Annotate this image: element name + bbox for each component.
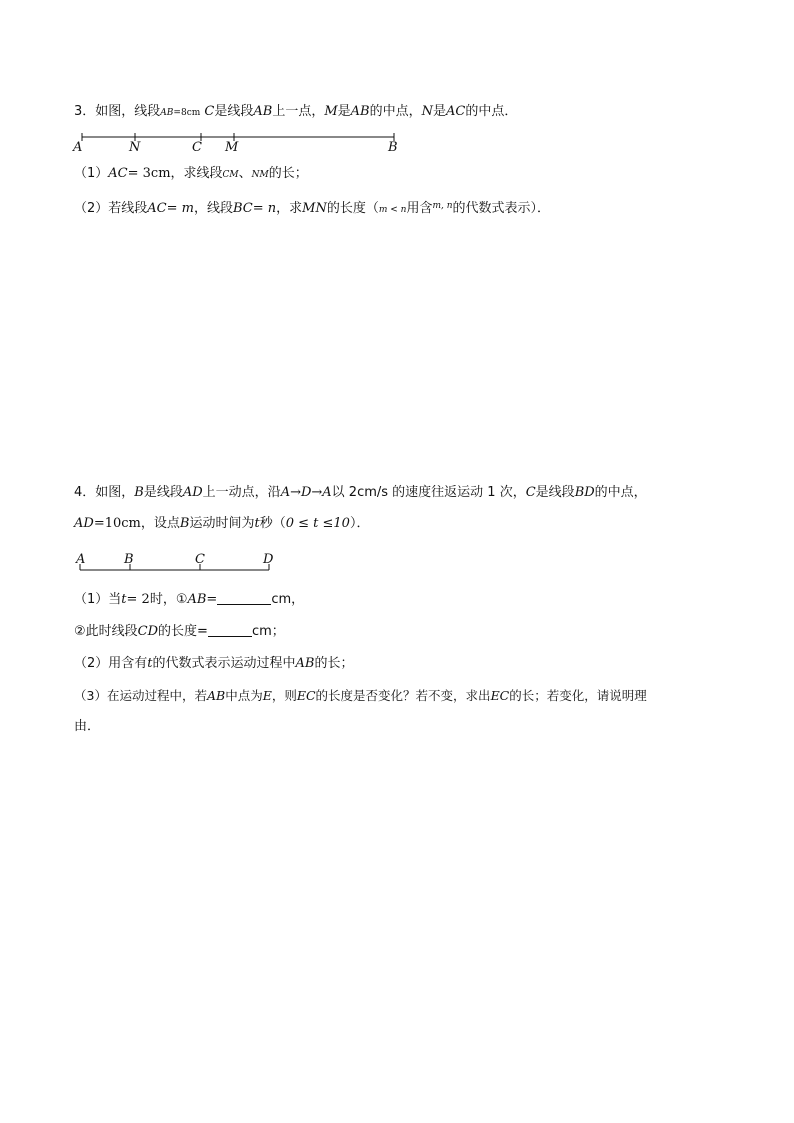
q4-text: （1）当 <box>74 592 122 607</box>
q4-math: t <box>147 656 153 671</box>
q3-math: M <box>324 104 338 119</box>
q3-math: =8cm <box>173 108 201 118</box>
q3-math: MN <box>302 201 327 216</box>
point-label-b: B <box>124 552 134 567</box>
q4-text: 的长；若变化，请说明理 <box>509 688 647 703</box>
q3-math: AC <box>147 201 167 216</box>
q3-text: 用含 <box>406 201 433 216</box>
q4-math: B <box>179 516 190 531</box>
q3-math: AB <box>253 104 273 119</box>
q3-text: 的长； <box>268 166 308 181</box>
answer-blank[interactable] <box>208 624 252 637</box>
q4-text: 是线段 <box>535 485 575 500</box>
q3-math: AB <box>160 108 174 118</box>
q4-math: AB <box>187 592 207 607</box>
q3-math: N <box>421 104 434 119</box>
q3-text: 的代数式表示）． <box>452 201 551 216</box>
q3-text: 的中点． <box>465 104 518 119</box>
q4-part1b <box>74 624 285 640</box>
q3-part1 <box>74 166 308 183</box>
q4-math: AB <box>206 688 226 703</box>
q3-number: 3． <box>74 104 96 119</box>
q3-math: C <box>204 104 215 119</box>
q4-text: 中点为 <box>225 688 263 703</box>
q4-text: 是线段 <box>143 485 183 500</box>
q3-text: 的中点， <box>369 104 422 119</box>
q4-math: A→D→A <box>280 485 332 500</box>
q3-math: = 3cm <box>127 166 171 181</box>
q4-math: BD <box>574 485 595 500</box>
answer-blank[interactable] <box>217 592 271 605</box>
point-label-m: M <box>225 140 239 154</box>
q4-math: B <box>134 485 144 500</box>
q3-math: BC <box>233 201 253 216</box>
point-label-b: B <box>388 140 398 154</box>
point-label-d: D <box>263 552 274 567</box>
q4-text: ，设点 <box>140 516 180 531</box>
q4-text: cm； <box>251 624 285 639</box>
q4-text: 以 2cm/s 的速度往返运动 1 次， <box>331 485 526 500</box>
q3-stem <box>74 104 517 121</box>
q4-math: C <box>525 485 536 500</box>
q4-text: 时，① <box>149 592 188 607</box>
q3-math: = m <box>166 201 194 216</box>
q4-number: 4．如图， <box>74 485 135 500</box>
q4-text: （2）用含有 <box>74 656 148 671</box>
q3-text: ，线段 <box>193 201 233 216</box>
q4-math: CD <box>137 624 159 639</box>
q3-segment-figure <box>70 128 410 158</box>
q4-text: 运动时间为 <box>189 516 255 531</box>
q4-text: ，则 <box>271 688 297 703</box>
q4-text: 的中点， <box>594 485 647 500</box>
q4-text: 的长度= <box>158 624 208 639</box>
q4-part2 <box>74 656 354 672</box>
q3-math: NM <box>251 170 269 180</box>
q4-stem-line1 <box>74 485 647 501</box>
q4-text: 的长； <box>314 656 354 671</box>
point-label-a: A <box>76 552 86 567</box>
q4-segment-figure <box>70 549 290 581</box>
q4-math: EC <box>490 688 510 703</box>
q3-text: ，求 <box>276 201 303 216</box>
q4-text: 的长度是否变化？若不变，求出 <box>315 688 491 703</box>
q4-text: 秒（ <box>259 516 286 531</box>
q4-math: t <box>121 592 127 607</box>
q3-text: 是线段 <box>214 104 254 119</box>
point-label-a: A <box>73 140 83 154</box>
q4-math: EC <box>296 688 316 703</box>
q4-part3-cont: 由． <box>74 719 101 734</box>
q4-math: = <box>206 592 218 607</box>
q4-text: cm， <box>271 592 305 607</box>
q4-text: （3）在运动过程中，若 <box>74 688 207 703</box>
q3-text: 如图，线段 <box>95 104 161 119</box>
q4-text: ）． <box>349 516 370 531</box>
q4-math: AD <box>74 516 94 531</box>
q3-math: AC <box>446 104 466 119</box>
q4-math: 0 ≤ t ≤10 <box>285 516 350 531</box>
q4-math: = 2 <box>126 592 150 607</box>
q4-math: t <box>254 516 260 531</box>
q4-math: =10cm <box>93 516 141 531</box>
q4-part1a <box>74 592 304 608</box>
q3-text: （2）若线段 <box>74 201 148 216</box>
q3-math: = n <box>252 201 277 216</box>
q3-text: ，求线段 <box>170 166 223 181</box>
q4-text: ②此时线段 <box>74 624 138 639</box>
q3-text: 是 <box>337 104 351 119</box>
q3-math: AB <box>350 104 370 119</box>
q3-math: m < n <box>378 205 407 215</box>
q3-math: AC <box>108 166 128 181</box>
point-label-c: C <box>192 140 202 154</box>
q4-text: 的代数式表示运动过程中 <box>152 656 296 671</box>
point-label-c: C <box>195 552 205 567</box>
q3-text: 、 <box>238 166 252 181</box>
q3-text: 上一点， <box>272 104 325 119</box>
q4-math: AD <box>182 485 203 500</box>
q4-math: E <box>262 688 272 703</box>
point-label-n: N <box>129 140 141 154</box>
q3-math: m, n <box>432 201 453 211</box>
q3-text: 的长度（ <box>326 201 379 216</box>
q4-part3 <box>74 688 647 704</box>
q3-text: 是 <box>433 104 447 119</box>
q3-text: （1） <box>74 166 109 181</box>
q3-math: CM <box>222 170 239 180</box>
q3-part2 <box>74 198 550 218</box>
q4-stem-line2 <box>74 516 369 532</box>
q4-text: 上一动点，沿 <box>202 485 281 500</box>
q4-math: AB <box>295 656 315 671</box>
